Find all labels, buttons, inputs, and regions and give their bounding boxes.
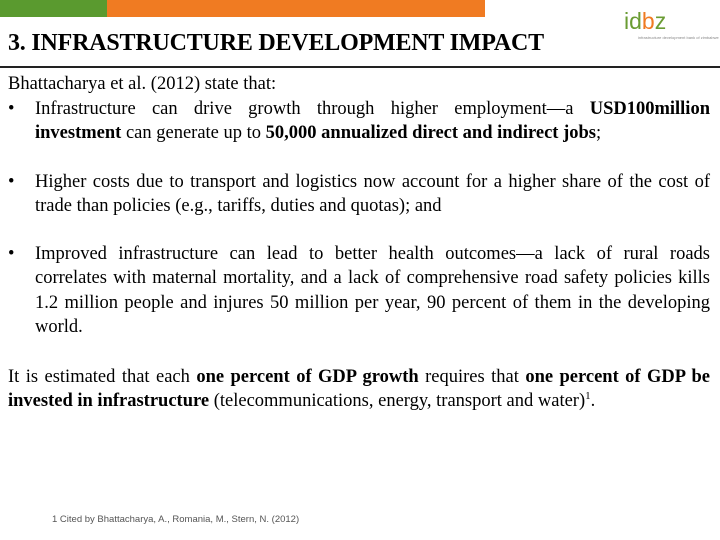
bullet-item-trade-costs <box>8 170 710 219</box>
bullet-text: Improved infrastructure can lead to better health outcomes—a lack of rural roads correlates with maternal mortality, and a lack of comprehensive road safety policies kills 1.2 million people and injures 50 million per year, 90 percent of them in the developing world. <box>35 243 710 337</box>
slide-body <box>8 72 710 414</box>
logo-text-accent: b <box>641 8 655 34</box>
header-accent-bar-orange <box>107 0 485 17</box>
closing-text: . <box>590 391 596 411</box>
bullet-icon: • <box>8 98 15 119</box>
logo-tagline: infrastructure development bank of zimbabwe <box>638 35 719 40</box>
bullet-text: Higher costs due to transport and logistics now account for a higher share of the cost of trade than policies (e.g., tariffs, duties and quotas); and <box>35 171 710 216</box>
intro-text: Bhattacharya et al. (2012) state that: <box>8 74 277 94</box>
slide-title: 3. INFRASTRUCTURE DEVELOPMENT IMPACT <box>8 30 544 56</box>
logo-text-part: id <box>624 8 642 34</box>
bullet-icon: • <box>8 171 15 192</box>
bullet-emphasis: USD100million investment <box>35 98 710 143</box>
closing-text: (telecommunications, energy, transport and water) <box>209 391 586 411</box>
closing-text: requires that <box>418 366 526 387</box>
closing-emphasis: one percent of GDP growth <box>196 366 419 387</box>
bullet-text: ; <box>595 123 602 143</box>
closing-emphasis: one percent of GDP be invested in infrastructure <box>8 366 710 411</box>
logo-wordmark <box>624 8 666 35</box>
footnote-marker: 1 <box>585 390 591 402</box>
closing-paragraph <box>8 365 710 414</box>
bullet-list <box>8 97 710 340</box>
bullet-icon: • <box>8 243 15 264</box>
logo-text-part: z <box>654 8 667 34</box>
idbz-logo <box>622 6 718 42</box>
bullet-item-employment <box>8 97 710 146</box>
bullet-text: Infrastructure can drive growth through higher employment—a <box>35 98 590 119</box>
header-accent-bar-green <box>0 0 107 17</box>
closing-text: It is estimated that each <box>8 366 197 387</box>
bullet-item-health <box>8 242 710 340</box>
bullet-text: can generate up to <box>121 123 266 143</box>
footnote: 1 Cited by Bhattacharya, A., Romania, M., Stern, N. (2012) <box>52 514 300 525</box>
bullet-emphasis: 50,000 annualized direct and indirect jobs <box>265 123 596 143</box>
title-divider <box>0 66 720 68</box>
